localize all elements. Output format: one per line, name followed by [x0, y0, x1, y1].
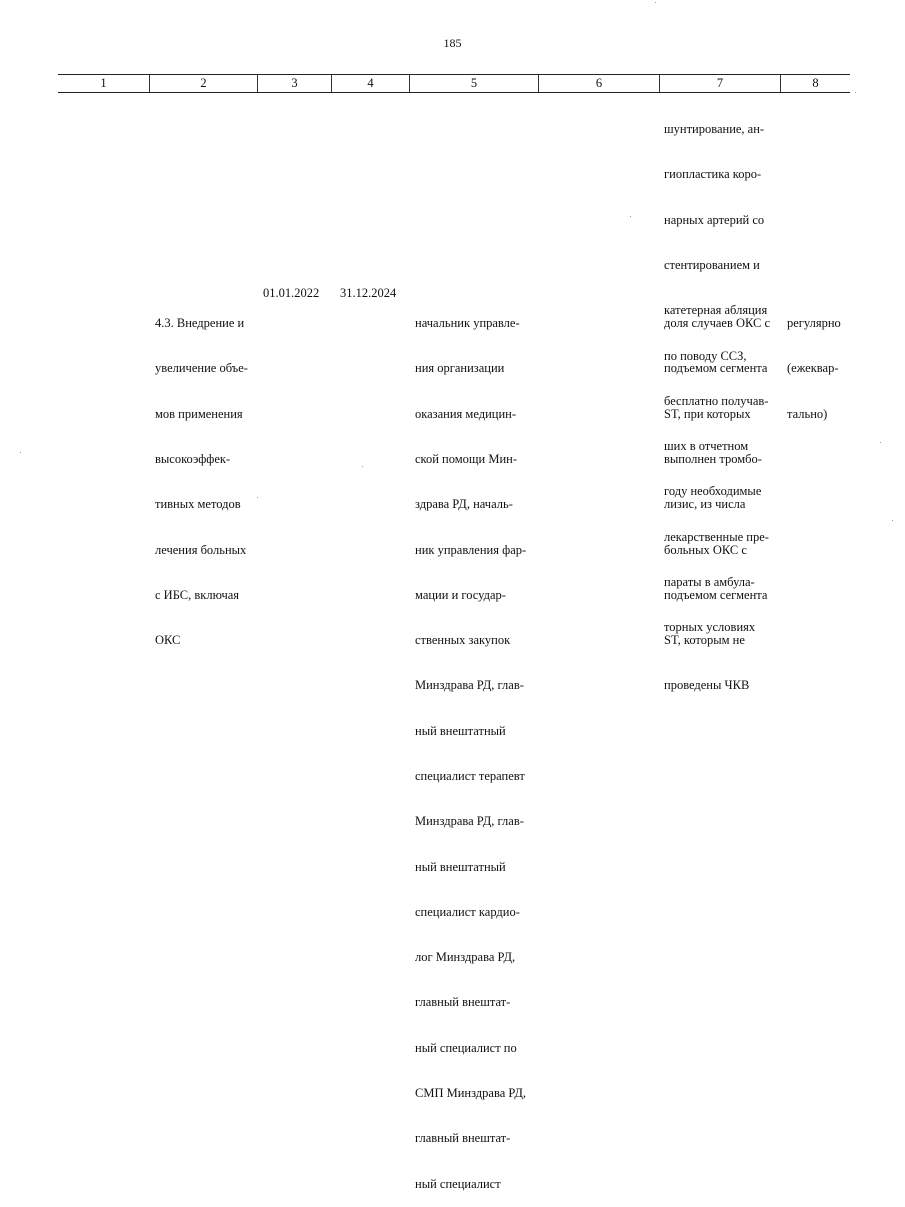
- text-line: проведены ЧКВ: [664, 678, 750, 693]
- header-col-1: 1: [100, 76, 107, 90]
- text-line: ОКС: [155, 633, 181, 648]
- column-number-header: [58, 74, 850, 93]
- text-line: высокоэффек-: [155, 452, 231, 467]
- text-line: катетерная абляция: [664, 303, 768, 318]
- text-line: оказания медицин-: [415, 406, 516, 421]
- header-col-7: 7: [716, 76, 724, 90]
- text-line: по поводу ССЗ,: [664, 348, 747, 363]
- text-line: лизис, из числа: [664, 497, 746, 512]
- text-line: лечения больных: [155, 542, 247, 557]
- text-line: ственных закупок: [415, 633, 511, 648]
- text-line: СМП Минздрава РД,: [415, 1085, 527, 1100]
- text-line: регулярно: [787, 316, 841, 331]
- text-line: доля случаев ОКС с: [664, 316, 771, 331]
- text-line: шунтирование, ан-: [664, 122, 765, 137]
- text-line: ный внештатный: [415, 859, 506, 874]
- text-line: ник управления фар-: [415, 542, 527, 557]
- text-line: больных ОКС с: [664, 542, 747, 557]
- text-line: ный специалист по: [415, 1040, 517, 1055]
- start-date: 01.01.2022: [263, 286, 320, 300]
- reporting-frequency: [787, 286, 841, 437]
- text-line: главный внештат-: [415, 995, 511, 1010]
- text-line: увеличение объе-: [155, 361, 248, 376]
- text-line: специалист кардио-: [415, 904, 520, 919]
- end-date: 31.12.2024: [340, 286, 397, 300]
- text-line: ской помощи Мин-: [415, 452, 518, 467]
- responsible-persons: [415, 286, 526, 1207]
- scan-speck: [20, 452, 21, 453]
- text-line: главный внештат-: [415, 1131, 511, 1146]
- text-line: мов применения: [155, 406, 243, 421]
- text-line: бесплатно получав-: [664, 393, 769, 408]
- text-line: ST, при которых: [664, 406, 751, 421]
- indicator-text: [664, 286, 770, 709]
- text-line: (ежеквар-: [787, 361, 839, 376]
- page-number: 185: [443, 36, 462, 50]
- text-line: ный внештатный: [415, 723, 506, 738]
- scan-speck: [630, 216, 631, 217]
- header-col-3: 3: [291, 76, 298, 90]
- text-line: ST, которым не: [664, 633, 745, 648]
- header-col-5: 5: [470, 76, 478, 90]
- scan-speck: [655, 2, 656, 3]
- scan-speck: [855, 92, 856, 93]
- text-line: 4.3. Внедрение и: [155, 316, 245, 331]
- text-line: выполнен тромбо-: [664, 452, 762, 467]
- scan-speck: [892, 520, 893, 521]
- text-line: году необходимые: [664, 484, 762, 499]
- text-line: Минздрава РД, глав-: [415, 814, 524, 829]
- header-col-2: 2: [200, 76, 207, 90]
- text-line: с ИБС, включая: [155, 587, 240, 602]
- text-line: гиопластика коро-: [664, 167, 762, 182]
- scan-speck: [257, 497, 258, 498]
- text-line: параты в амбула-: [664, 575, 755, 589]
- text-line: ный специалист: [415, 1176, 501, 1191]
- text-line: ния организации: [415, 361, 505, 376]
- text-line: ших в отчетном: [664, 439, 749, 454]
- text-line: тально): [787, 406, 828, 421]
- text-line: нарных артерий со: [664, 212, 765, 227]
- header-col-8: 8: [812, 76, 819, 90]
- text-line: мации и государ-: [415, 587, 506, 602]
- text-line: стентированием и: [664, 258, 760, 273]
- text-line: торных условиях: [664, 620, 756, 635]
- header-col-4: 4: [367, 76, 374, 90]
- text-line: специалист терапевт: [415, 769, 525, 783]
- text-line: подъемом сегмента: [664, 587, 768, 602]
- text-line: лекарственные пре-: [664, 529, 769, 544]
- text-line: тивных методов: [155, 497, 241, 512]
- text-line: здрава РД, началь-: [415, 497, 513, 512]
- scan-speck: [362, 466, 363, 467]
- measure-title: [155, 286, 248, 663]
- text-line: подъемом сегмента: [664, 361, 768, 376]
- text-line: Минздрава РД, глав-: [415, 678, 524, 693]
- text-line: лог Минздрава РД,: [415, 950, 516, 965]
- header-col-6: 6: [595, 76, 603, 90]
- scan-speck: [880, 442, 881, 443]
- text-line: начальник управле-: [415, 316, 520, 331]
